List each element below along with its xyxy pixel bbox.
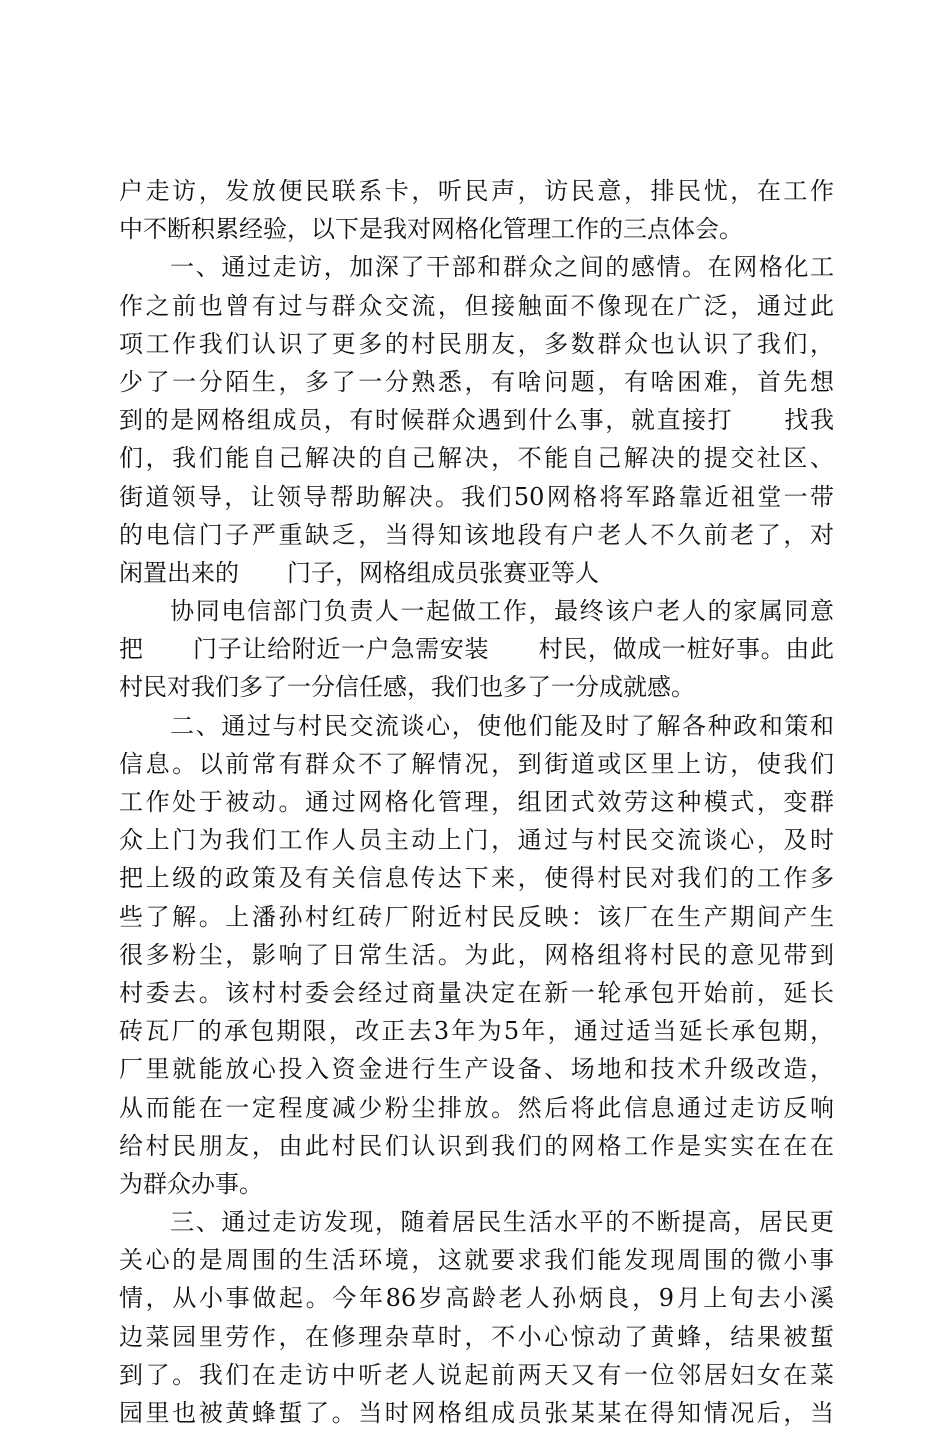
text-line: 街道领导，让领导帮助解决。我们50网格将军路靠近祖堂一带 (119, 482, 834, 511)
text-line: 村民对我们多了一分信任感，我们也多了一分成就感。 (119, 673, 695, 702)
text-line: 众上门为我们工作人员主动上门，通过与村民交流谈心，及时 (119, 826, 834, 855)
text-line: 关心的是周围的生活环境，这就要求我们能发现周围的微小事 (119, 1246, 834, 1275)
text-line: 把上级的政策及有关信息传达下来，使得村民对我们的工作多 (119, 864, 834, 893)
text-line: 边菜园里劳作，在修理杂草时，不小心惊动了黄蜂，结果被蜇 (119, 1322, 834, 1351)
text-line: 中不断积累经验，以下是我对网格化管理工作的三点体会。 (119, 215, 743, 244)
text-line: 协同电信部门负责人一起做工作，最终该户老人的家属同意 (119, 597, 834, 626)
text-line: 村委去。该村村委会经过商量决定在新一轮承包开始前，延长 (119, 978, 834, 1007)
text-line: 的电信门子严重缺乏，当得知该地段有户老人不久前老了，对 (119, 520, 834, 549)
text-line: 到的是网格组成员，有时候群众遇到什么事，就直接打 找我 (119, 406, 834, 435)
text-line: 项工作我们认识了更多的村民朋友，多数群众也认识了我们， (119, 329, 834, 358)
text-line: 给村民朋友，由此村民们认识到我们的网格工作是实实在在在 (119, 1131, 834, 1160)
text-line: 砖瓦厂的承包期限，改正去3年为5年，通过适当延长承包期， (119, 1017, 834, 1046)
text-line: 们，我们能自己解决的自己解决，不能自己解决的提交社区、 (119, 444, 834, 473)
text-line: 从而能在一定程度减少粉尘排放。然后将此信息通过走访反响 (119, 1093, 834, 1122)
text-line: 少了一分陌生，多了一分熟悉，有啥问题，有啥困难，首先想 (119, 367, 834, 396)
text-line: 到了。我们在走访中听老人说起前两天又有一位邻居妇女在菜 (119, 1360, 834, 1389)
text-line: 二、通过与村民交流谈心，使他们能及时了解各种政和策和 (119, 711, 834, 740)
text-line: 一、通过走访，加深了干部和群众之间的感情。在网格化工 (119, 253, 834, 282)
text-line: 很多粉尘，影响了日常生活。为此，网格组将村民的意见带到 (119, 940, 834, 969)
document-body (119, 172, 834, 1432)
text-line: 些了解。上潘孙村红砖厂附近村民反映：该厂在生产期间产生 (119, 902, 834, 931)
text-line: 三、通过走访发现，随着居民生活水平的不断提高，居民更 (119, 1208, 834, 1237)
text-line: 厂里就能放心投入资金进行生产设备、场地和技术升级改造， (119, 1055, 834, 1084)
text-line: 作之前也曾有过与群众交流，但接触面不像现在广泛，通过此 (119, 291, 834, 320)
text-line: 闲置出来的 门子，网格组成员张赛亚等人 (119, 558, 599, 587)
text-line: 园里也被黄蜂蜇了。当时网格组成员张某某在得知情况后，当 (119, 1399, 834, 1427)
text-line: 信息。以前常有群众不了解情况，到街道或区里上访，使我们 (119, 749, 834, 778)
text-line: 工作处于被动。通过网格化管理，组团式效劳这种模式，变群 (119, 788, 834, 816)
text-line: 把 门子让给附近一户急需安装 村民，做成一桩好事。由此 (119, 635, 834, 664)
text-line: 情，从小事做起。今年86岁高龄老人孙炳良，9月上旬去小溪 (119, 1284, 834, 1313)
text-line: 户走访，发放便民联系卡，听民声，访民意，排民忧，在工作 (119, 177, 834, 205)
text-line: 为群众办事。 (119, 1169, 263, 1198)
